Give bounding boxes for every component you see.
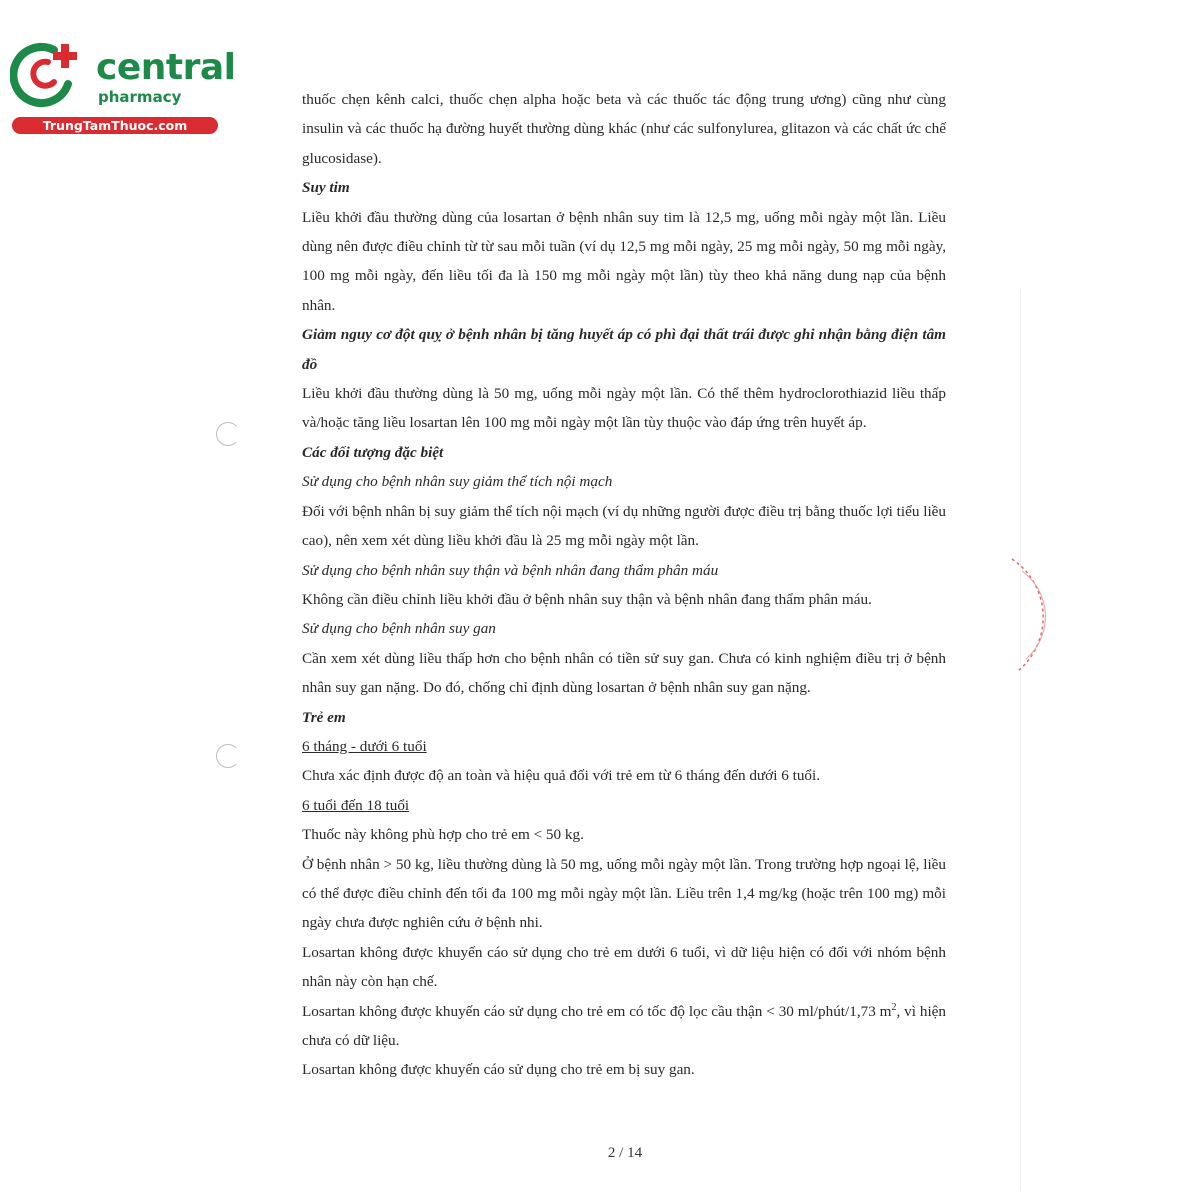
- central-pharmacy-logo: [10, 38, 236, 138]
- paragraph: Cần xem xét dùng liều thấp hơn cho bệnh nhân có tiền sử suy gan. Chưa có kinh nghiệm điều trị ở bệnh nhân suy gan nặng. Do đó, chống chỉ định dùng losartan ở bệnh nhân suy gan nặng.: [302, 649, 946, 697]
- paragraph: Liều khởi đầu thường dùng của losartan ở bệnh nhân suy tim là 12,5 mg, uống mỗi ngày một lần. Liều dùng nên được điều chỉnh từ từ sau mỗi tuần (ví dụ 12,5 mg mỗi ngày, 25 mg mỗi ngày, 50 mg mỗi ngày, 100 mg mỗi ngày, đến liều tối đa là 150 mg mỗi ngày một lần) tùy theo khả năng dung nạp của bệnh nhân.: [302, 208, 946, 314]
- paragraph: Đối với bệnh nhân bị suy giảm thể tích nội mạch (ví dụ những người được điều trị bằng thuốc lợi tiểu liều cao), nên xem xét dùng liều khởi đầu là 25 mg mỗi ngày một lần.: [302, 502, 946, 550]
- section-heading-suy-tim: Suy tim: [302, 179, 350, 197]
- age-group-label: 6 tuổi đến 18 tuổi: [302, 796, 410, 814]
- paragraph: Liều khởi đầu thường dùng là 50 mg, uống mỗi ngày một lần. Có thể thêm hydroclorothiazid liều thấp và/hoặc tăng liều losartan lên 100 mg mỗi ngày một lần tùy thuộc vào đáp ứng trên huyết áp.: [302, 385, 946, 432]
- subheading-suy-gan: Sử dụng cho bệnh nhân suy gan: [302, 620, 496, 638]
- logo-brand-text: central: [96, 47, 236, 88]
- logo-sub-text: pharmacy: [98, 88, 182, 106]
- punch-hole-mark: [216, 744, 240, 768]
- paragraph: Losartan không được khuyến cáo sử dụng cho trẻ em bị suy gan.: [302, 1061, 695, 1079]
- subheading-the-tich: Sử dụng cho bệnh nhân suy giảm thể tích nội mạch: [302, 473, 613, 491]
- paragraph: thuốc chẹn kênh calci, thuốc chẹn alpha hoặc beta và các thuốc tác động trung ương) cũng như cùng insulin và các thuốc hạ đường huyết thường dùng khác (như các sulfonylurea, glitazon và các chất ức chế glucosidase).: [302, 91, 946, 167]
- subheading-suy-than: Sử dụng cho bệnh nhân suy thận và bệnh nhân đang thẩm phân máu: [302, 561, 719, 579]
- age-group-label-line: [302, 732, 946, 761]
- paragraph: Chưa xác định được độ an toàn và hiệu quả đối với trẻ em từ 6 tháng đến dưới 6 tuổi.: [302, 767, 821, 785]
- paragraph: Losartan không được khuyến cáo sử dụng cho trẻ em dưới 6 tuổi, vì dữ liệu hiện có đối với nhóm bệnh nhân này còn hạn chế.: [302, 943, 946, 991]
- text-span: , vì hiện chưa có dữ liệu.: [302, 1002, 946, 1049]
- pharmacy-cross-icon: [10, 38, 88, 108]
- punch-hole-mark: [216, 422, 240, 446]
- red-stamp-partial: [1008, 555, 1068, 675]
- section-heading-tre-em: Trẻ em: [302, 708, 346, 726]
- paragraph: Thuốc này không phù hợp cho trẻ em < 50 kg.: [302, 826, 584, 844]
- page-number: 2 / 14: [607, 1145, 643, 1161]
- text-span: Losartan không được khuyến cáo sử dụng cho trẻ em có tốc độ lọc cầu thận < 30 ml/phút/1,73 m: [302, 1002, 892, 1020]
- superscript: 2: [891, 1001, 897, 1013]
- page-edge-line: [1020, 290, 1021, 1190]
- section-heading-doi-tuong-dac-biet: Các đối tượng đặc biệt: [302, 443, 444, 461]
- age-group-label-line: [302, 791, 946, 820]
- age-group-label: 6 tháng - dưới 6 tuổi: [302, 737, 427, 755]
- paragraph: Không cần điều chỉnh liều khởi đầu ở bệnh nhân suy thận và bệnh nhân đang thẩm phân máu.: [302, 590, 872, 608]
- paragraph: Ở bệnh nhân > 50 kg, liều thường dùng là 50 mg, uống mỗi ngày một lần. Trong trường hợp ngoại lệ, liều có thể được điều chỉnh đến tối đa 100 mg mỗi ngày một lần. Liều trên 1,4 mg/kg (hoặc trên 100 mg) mỗi ngày chưa được nghiên cứu ở bệnh nhi.: [302, 855, 946, 932]
- logo-website: TrungTamThuoc.com: [12, 117, 218, 134]
- paragraph-gfr: [302, 997, 946, 1056]
- document-body: [302, 85, 946, 1085]
- section-heading-dot-quy: Giảm nguy cơ đột quỵ ở bệnh nhân bị tăng huyết áp có phì đại thất trái được ghi nhận bằng điện tâm đồ: [302, 326, 946, 373]
